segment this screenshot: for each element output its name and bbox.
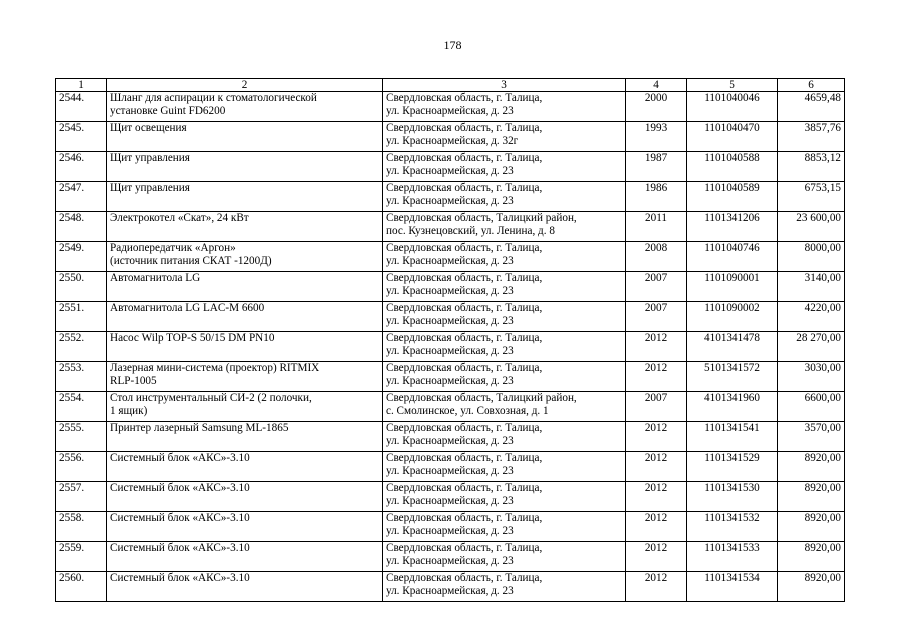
inventory-number-cell: 1101341534 [687, 572, 778, 602]
address-cell [383, 572, 626, 602]
item-name-cell [107, 362, 383, 392]
cost-cell: 4220,00 [778, 302, 845, 332]
year-cell: 2008 [626, 242, 687, 272]
table-row [56, 182, 845, 212]
item-number-cell: 2544. [56, 92, 107, 122]
item-name-line: Шланг для аспирации к стоматологической [110, 92, 317, 104]
item-name-cell [107, 152, 383, 182]
item-name-line: (источник питания СКАТ -1200Д) [110, 254, 272, 267]
year-cell: 2012 [626, 452, 687, 482]
cost-cell: 8920,00 [778, 572, 845, 602]
header-col-3: 3 [383, 79, 626, 92]
item-name-cell [107, 182, 383, 212]
item-name-cell [107, 332, 383, 362]
year-cell: 2012 [626, 332, 687, 362]
address-line: ул. Красноармейская, д. 23 [386, 194, 514, 207]
address-line: Свердловская область, г. Талица, [386, 512, 543, 524]
item-name-line: установке Guint FD6200 [110, 104, 226, 117]
item-name-cell [107, 122, 383, 152]
item-name-line: Системный блок «АКС»-3.10 [110, 512, 250, 524]
table-header [56, 79, 845, 92]
address-line: ул. Красноармейская, д. 32г [386, 134, 519, 147]
inventory-number-cell: 1101090001 [687, 272, 778, 302]
address-line: ул. Красноармейская, д. 23 [386, 284, 514, 297]
inventory-number-cell: 4101341960 [687, 392, 778, 422]
item-name-line: Щит управления [110, 152, 190, 164]
item-name-line: Системный блок «АКС»-3.10 [110, 542, 250, 554]
address-cell [383, 452, 626, 482]
address-line: Свердловская область, г. Талица, [386, 242, 543, 254]
item-name-line: Насос Wilp TOP-S 50/15 DM PN10 [110, 332, 275, 344]
address-cell [383, 392, 626, 422]
address-cell [383, 272, 626, 302]
table-row [56, 422, 845, 452]
table-row [56, 512, 845, 542]
cost-cell: 4659,48 [778, 92, 845, 122]
property-registry-table [55, 78, 845, 602]
item-name-line: Системный блок «АКС»-3.10 [110, 572, 250, 584]
cost-cell: 8000,00 [778, 242, 845, 272]
address-line: Свердловская область, г. Талица, [386, 122, 543, 134]
inventory-number-cell: 1101090002 [687, 302, 778, 332]
address-line: Свердловская область, Талицкий район, [386, 392, 577, 404]
address-line: ул. Красноармейская, д. 23 [386, 434, 514, 447]
address-cell [383, 482, 626, 512]
cost-cell: 28 270,00 [778, 332, 845, 362]
address-line: ул. Красноармейская, д. 23 [386, 464, 514, 477]
cost-cell: 23 600,00 [778, 212, 845, 242]
cost-cell: 3140,00 [778, 272, 845, 302]
year-cell: 2012 [626, 362, 687, 392]
page-number: 178 [443, 38, 462, 52]
address-cell [383, 422, 626, 452]
item-name-line: Стол инструментальный СИ-2 (2 полочки, [110, 392, 312, 404]
cost-cell: 3857,76 [778, 122, 845, 152]
item-name-cell [107, 92, 383, 122]
table-row [56, 452, 845, 482]
cost-cell: 8920,00 [778, 452, 845, 482]
item-name-line: RLP-1005 [110, 374, 157, 387]
year-cell: 2007 [626, 302, 687, 332]
item-name-cell [107, 452, 383, 482]
item-number-cell: 2558. [56, 512, 107, 542]
address-line: ул. Красноармейская, д. 23 [386, 374, 514, 387]
address-line: Свердловская область, г. Талица, [386, 542, 543, 554]
address-line: Свердловская область, г. Талица, [386, 302, 543, 314]
table-row [56, 122, 845, 152]
item-name-cell [107, 272, 383, 302]
table-row [56, 482, 845, 512]
address-cell [383, 212, 626, 242]
item-number-cell: 2557. [56, 482, 107, 512]
item-name-cell [107, 572, 383, 602]
address-line: Свердловская область, г. Талица, [386, 92, 543, 104]
address-line: ул. Красноармейская, д. 23 [386, 164, 514, 177]
address-cell [383, 542, 626, 572]
inventory-number-cell: 1101341541 [687, 422, 778, 452]
item-number-cell: 2552. [56, 332, 107, 362]
inventory-number-cell: 1101341206 [687, 212, 778, 242]
address-cell [383, 182, 626, 212]
year-cell: 1986 [626, 182, 687, 212]
inventory-number-cell: 1101040588 [687, 152, 778, 182]
table-row [56, 572, 845, 602]
item-name-line: Автомагнитола LG [110, 272, 201, 284]
address-cell [383, 92, 626, 122]
inventory-number-cell: 1101341530 [687, 482, 778, 512]
table-row [56, 392, 845, 422]
address-cell [383, 302, 626, 332]
address-line: Свердловская область, г. Талица, [386, 362, 543, 374]
address-line: Свердловская область, г. Талица, [386, 272, 543, 284]
item-number-cell: 2554. [56, 392, 107, 422]
item-name-line: Системный блок «АКС»-3.10 [110, 482, 250, 494]
item-name-line: 1 ящик) [110, 404, 148, 417]
item-number-cell: 2553. [56, 362, 107, 392]
item-name-cell [107, 542, 383, 572]
header-col-2: 2 [107, 79, 383, 92]
address-cell [383, 512, 626, 542]
item-name-line: Щит управления [110, 182, 190, 194]
table-body [56, 92, 845, 602]
address-line: ул. Красноармейская, д. 23 [386, 104, 514, 117]
address-cell [383, 122, 626, 152]
item-name-line: Радиопередатчик «Аргон» [110, 242, 236, 254]
item-name-cell [107, 422, 383, 452]
address-line: ул. Красноармейская, д. 23 [386, 584, 514, 597]
item-number-cell: 2549. [56, 242, 107, 272]
inventory-number-cell: 1101040046 [687, 92, 778, 122]
address-line: с. Смолинское, ул. Совхозная, д. 1 [386, 404, 549, 417]
year-cell: 2007 [626, 392, 687, 422]
inventory-number-cell: 4101341478 [687, 332, 778, 362]
item-name-cell [107, 512, 383, 542]
item-name-line: Автомагнитола LG LAC-M 6600 [110, 302, 265, 314]
item-name-line: Принтер лазерный Samsung ML-1865 [110, 422, 289, 434]
address-line: Свердловская область, г. Талица, [386, 482, 543, 494]
table-row [56, 92, 845, 122]
address-cell [383, 362, 626, 392]
address-line: ул. Красноармейская, д. 23 [386, 524, 514, 537]
year-cell: 2012 [626, 512, 687, 542]
table-row [56, 152, 845, 182]
item-name-line: Лазерная мини-система (проектор) RITMIX [110, 362, 320, 374]
address-cell [383, 152, 626, 182]
address-line: ул. Красноармейская, д. 23 [386, 344, 514, 357]
item-number-cell: 2545. [56, 122, 107, 152]
item-number-cell: 2559. [56, 542, 107, 572]
item-name-line: Электрокотел «Скат», 24 кВт [110, 212, 249, 224]
cost-cell: 8853,12 [778, 152, 845, 182]
table-row [56, 242, 845, 272]
year-cell: 1993 [626, 122, 687, 152]
inventory-number-cell: 1101341529 [687, 452, 778, 482]
table-row [56, 332, 845, 362]
address-line: ул. Красноармейская, д. 23 [386, 494, 514, 507]
address-cell [383, 242, 626, 272]
item-name-line: Системный блок «АКС»-3.10 [110, 452, 250, 464]
item-name-cell [107, 482, 383, 512]
year-cell: 2012 [626, 482, 687, 512]
header-col-4: 4 [626, 79, 687, 92]
cost-cell: 8920,00 [778, 542, 845, 572]
cost-cell: 6600,00 [778, 392, 845, 422]
cost-cell: 3030,00 [778, 362, 845, 392]
address-line: пос. Кузнецовский, ул. Ленина, д. 8 [386, 224, 555, 237]
inventory-number-cell: 1101040470 [687, 122, 778, 152]
item-name-cell [107, 302, 383, 332]
header-col-6: 6 [778, 79, 845, 92]
year-cell: 2011 [626, 212, 687, 242]
cost-cell: 3570,00 [778, 422, 845, 452]
year-cell: 2007 [626, 272, 687, 302]
address-line: Свердловская область, г. Талица, [386, 572, 543, 584]
address-line: ул. Красноармейская, д. 23 [386, 254, 514, 267]
cost-cell: 8920,00 [778, 482, 845, 512]
table-row [56, 362, 845, 392]
item-name-line: Щит освещения [110, 122, 187, 134]
address-line: Свердловская область, г. Талица, [386, 452, 543, 464]
cost-cell: 6753,15 [778, 182, 845, 212]
year-cell: 1987 [626, 152, 687, 182]
address-line: Свердловская область, Талицкий район, [386, 212, 577, 224]
inventory-number-cell: 1101341532 [687, 512, 778, 542]
item-number-cell: 2560. [56, 572, 107, 602]
address-line: ул. Красноармейская, д. 23 [386, 554, 514, 567]
inventory-number-cell: 5101341572 [687, 362, 778, 392]
table-row [56, 212, 845, 242]
header-col-1: 1 [56, 79, 107, 92]
inventory-number-cell: 1101040589 [687, 182, 778, 212]
item-number-cell: 2555. [56, 422, 107, 452]
table-row [56, 542, 845, 572]
year-cell: 2012 [626, 542, 687, 572]
address-line: Свердловская область, г. Талица, [386, 332, 543, 344]
address-line: Свердловская область, г. Талица, [386, 182, 543, 194]
year-cell: 2000 [626, 92, 687, 122]
inventory-number-cell: 1101341533 [687, 542, 778, 572]
item-number-cell: 2550. [56, 272, 107, 302]
year-cell: 2012 [626, 422, 687, 452]
item-name-cell [107, 392, 383, 422]
inventory-number-cell: 1101040746 [687, 242, 778, 272]
item-name-cell [107, 242, 383, 272]
item-number-cell: 2556. [56, 452, 107, 482]
year-cell: 2012 [626, 572, 687, 602]
header-row [56, 79, 845, 92]
address-line: Свердловская область, г. Талица, [386, 422, 543, 434]
cost-cell: 8920,00 [778, 512, 845, 542]
address-cell [383, 332, 626, 362]
table-row [56, 302, 845, 332]
item-number-cell: 2551. [56, 302, 107, 332]
header-col-5: 5 [687, 79, 778, 92]
item-name-cell [107, 212, 383, 242]
item-number-cell: 2548. [56, 212, 107, 242]
item-number-cell: 2546. [56, 152, 107, 182]
table-row [56, 272, 845, 302]
address-line: ул. Красноармейская, д. 23 [386, 314, 514, 327]
address-line: Свердловская область, г. Талица, [386, 152, 543, 164]
item-number-cell: 2547. [56, 182, 107, 212]
